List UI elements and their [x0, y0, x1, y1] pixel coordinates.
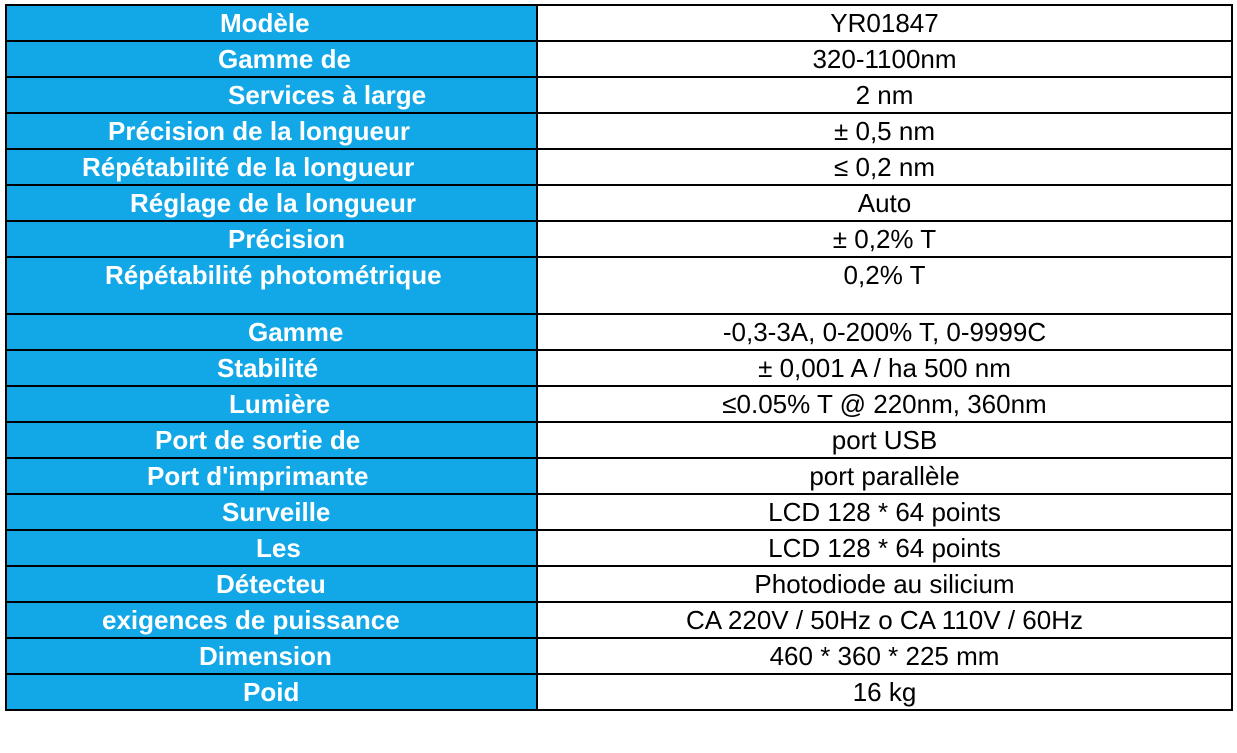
spec-value: Auto	[537, 185, 1232, 221]
table-row	[6, 674, 1232, 710]
table-row	[6, 458, 1232, 494]
spec-label: Répétabilité photométrique	[6, 257, 537, 314]
spec-label: Dimension	[6, 638, 537, 674]
spec-label: Poid	[6, 674, 537, 710]
spec-label: Répétabilité de la longueur	[6, 149, 537, 185]
spec-label: Services à large	[6, 77, 537, 113]
spec-label: Détecteu	[6, 566, 537, 602]
spec-value: 16 kg	[537, 674, 1232, 710]
table-row	[6, 638, 1232, 674]
spec-value: ± 0,5 nm	[537, 113, 1232, 149]
spec-value: CA 220V / 50Hz o CA 110V / 60Hz	[537, 602, 1232, 638]
spec-label: Modèle	[6, 5, 537, 41]
table-row	[6, 314, 1232, 350]
spec-value: -0,3-3A, 0-200% T, 0-9999C	[537, 314, 1232, 350]
table-row	[6, 221, 1232, 257]
spec-label: Les	[6, 530, 537, 566]
spec-value: LCD 128 * 64 points	[537, 494, 1232, 530]
spec-value: YR01847	[537, 5, 1232, 41]
table-row	[6, 5, 1232, 41]
spec-value: ± 0,001 A / ha 500 nm	[537, 350, 1232, 386]
spec-label: Port d'imprimante	[6, 458, 537, 494]
spec-label: exigences de puissance	[6, 602, 537, 638]
spec-label: Précision	[6, 221, 537, 257]
spec-label: Port de sortie de	[6, 422, 537, 458]
table-row	[6, 77, 1232, 113]
spec-value: LCD 128 * 64 points	[537, 530, 1232, 566]
table-row	[6, 257, 1232, 314]
spec-label: Réglage de la longueur	[6, 185, 537, 221]
spec-value: 460 * 360 * 225 mm	[537, 638, 1232, 674]
spec-value: 2 nm	[537, 77, 1232, 113]
spec-label: Gamme de	[6, 41, 537, 77]
spec-value: ≤ 0,2 nm	[537, 149, 1232, 185]
spec-label: Lumière	[6, 386, 537, 422]
table-row	[6, 422, 1232, 458]
table-row	[6, 41, 1232, 77]
table-row	[6, 185, 1232, 221]
table-row	[6, 530, 1232, 566]
table-row	[6, 386, 1232, 422]
spec-label: Gamme	[6, 314, 537, 350]
spec-value: ± 0,2% T	[537, 221, 1232, 257]
table-row	[6, 149, 1232, 185]
spec-value: port USB	[537, 422, 1232, 458]
spec-value: Photodiode au silicium	[537, 566, 1232, 602]
spec-value: 320-1100nm	[537, 41, 1232, 77]
table-row	[6, 566, 1232, 602]
spec-table	[5, 4, 1233, 711]
spec-value: 0,2% T	[537, 257, 1232, 314]
table-row	[6, 602, 1232, 638]
table-row	[6, 494, 1232, 530]
table-row	[6, 113, 1232, 149]
spec-label: Stabilité	[6, 350, 537, 386]
spec-label: Surveille	[6, 494, 537, 530]
table-row	[6, 350, 1232, 386]
spec-value: port parallèle	[537, 458, 1232, 494]
spec-value: ≤0.05% T @ 220nm, 360nm	[537, 386, 1232, 422]
spec-label: Précision de la longueur	[6, 113, 537, 149]
